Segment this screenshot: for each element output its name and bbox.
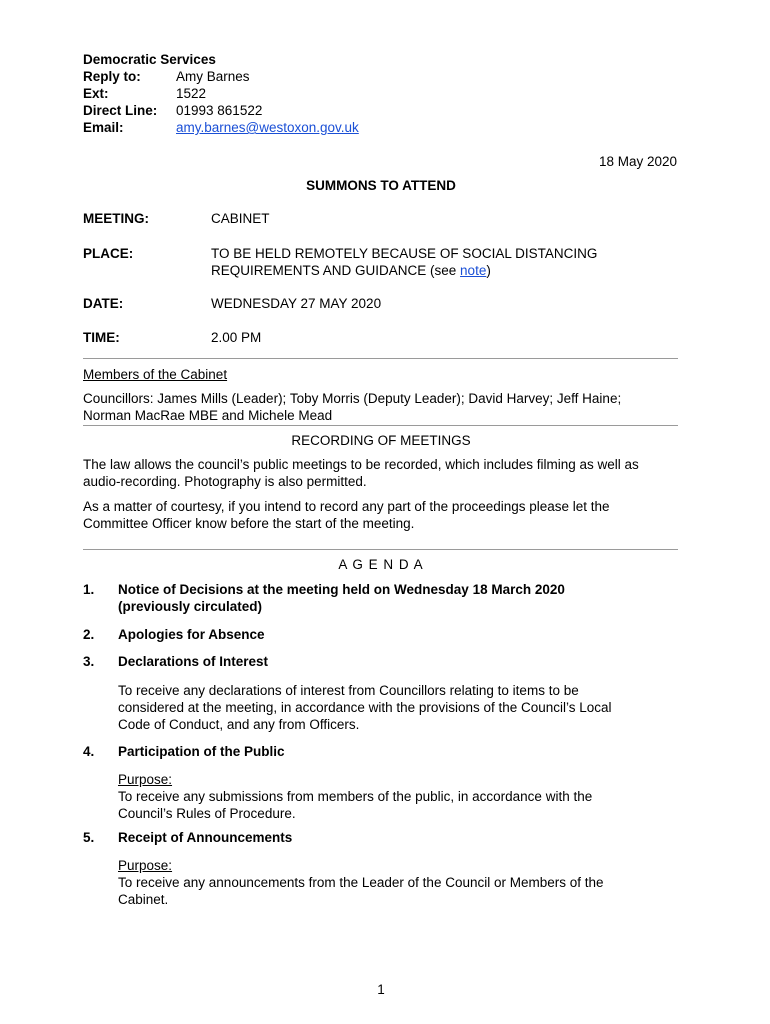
agenda-item-title: Receipt of Announcements xyxy=(118,830,293,845)
reply-value: Amy Barnes xyxy=(176,69,250,84)
agenda-item-number: 4. xyxy=(83,744,95,759)
agenda-item-body: considered at the meeting, in accordance with the provisions of the Council’s Local xyxy=(118,700,612,715)
email-link[interactable]: amy.barnes@westoxon.gov.uk xyxy=(176,120,359,135)
note-link[interactable]: note xyxy=(460,263,487,278)
agenda-item-body: Cabinet. xyxy=(118,892,169,907)
recording-p2-line1: As a matter of courtesy, if you intend to record any part of the proceedings please let the xyxy=(83,499,610,514)
place-value-line2 xyxy=(211,262,491,279)
recording-p1-line2: audio-recording. Photography is also permitted. xyxy=(83,474,367,489)
email-label: Email: xyxy=(83,120,124,135)
agenda-item-number: 3. xyxy=(83,654,95,669)
ext-label: Ext: xyxy=(83,86,109,101)
date-label: DATE: xyxy=(83,296,124,311)
time-value: 2.00 PM xyxy=(211,330,262,345)
agenda-item-title: Declarations of Interest xyxy=(118,654,269,669)
letter-date: 18 May 2020 xyxy=(598,154,677,169)
recording-p2-line2: Committee Officer know before the start of the meeting. xyxy=(83,516,415,531)
time-label: TIME: xyxy=(83,330,120,345)
meeting-value: CABINET xyxy=(211,211,270,226)
agenda-item-body: Code of Conduct, and any from Officers. xyxy=(118,717,360,732)
agenda-item-body: To receive any submissions from members of the public, in accordance with the xyxy=(118,789,593,804)
purpose-label: Purpose: xyxy=(118,858,173,873)
divider xyxy=(83,425,678,426)
members-line1: Councillors: James Mills (Leader); Toby Morris (Deputy Leader); David Harvey; Jeff Haine; xyxy=(83,391,622,406)
recording-heading: RECORDING OF MEETINGS xyxy=(291,433,471,448)
meeting-label: MEETING: xyxy=(83,211,149,226)
agenda-item-title: Apologies for Absence xyxy=(118,627,265,642)
direct-line-label: Direct Line: xyxy=(83,103,158,118)
purpose-label: Purpose: xyxy=(118,772,173,787)
place-value-text: REQUIREMENTS AND GUIDANCE (see xyxy=(211,263,461,278)
recording-p1-line1: The law allows the council’s public meetings to be recorded, which includes filming as well as xyxy=(83,457,639,472)
direct-line-value: 01993 861522 xyxy=(176,103,263,118)
page-number: 1 xyxy=(377,982,385,997)
agenda-item-title: Participation of the Public xyxy=(118,744,285,759)
department-name: Democratic Services xyxy=(83,52,216,67)
agenda-item-body: To receive any declarations of interest from Councillors relating to items to be xyxy=(118,683,579,698)
place-label: PLACE: xyxy=(83,246,134,261)
agenda-item-number: 5. xyxy=(83,830,95,845)
members-line2: Norman MacRae MBE and Michele Mead xyxy=(83,408,333,423)
place-value-line1: TO BE HELD REMOTELY BECAUSE OF SOCIAL DISTANCING xyxy=(211,246,598,261)
ext-value: 1522 xyxy=(176,86,207,101)
agenda-item-number: 1. xyxy=(83,582,95,597)
date-value: WEDNESDAY 27 MAY 2020 xyxy=(211,296,382,311)
members-heading: Members of the Cabinet xyxy=(83,367,228,382)
divider xyxy=(83,549,678,550)
agenda-item-title: Notice of Decisions at the meeting held on Wednesday 18 March 2020 xyxy=(118,582,565,597)
page-title: SUMMONS TO ATTEND xyxy=(306,178,456,193)
agenda-item-number: 2. xyxy=(83,627,95,642)
agenda-heading: A G E N D A xyxy=(338,557,424,572)
divider xyxy=(83,358,678,359)
agenda-item-body: To receive any announcements from the Leader of the Council or Members of the xyxy=(118,875,604,890)
agenda-item-title-cont: (previously circulated) xyxy=(118,599,263,614)
agenda-item-body: Council’s Rules of Procedure. xyxy=(118,806,296,821)
reply-label: Reply to: xyxy=(83,69,141,84)
place-close-paren: ) xyxy=(486,263,491,278)
